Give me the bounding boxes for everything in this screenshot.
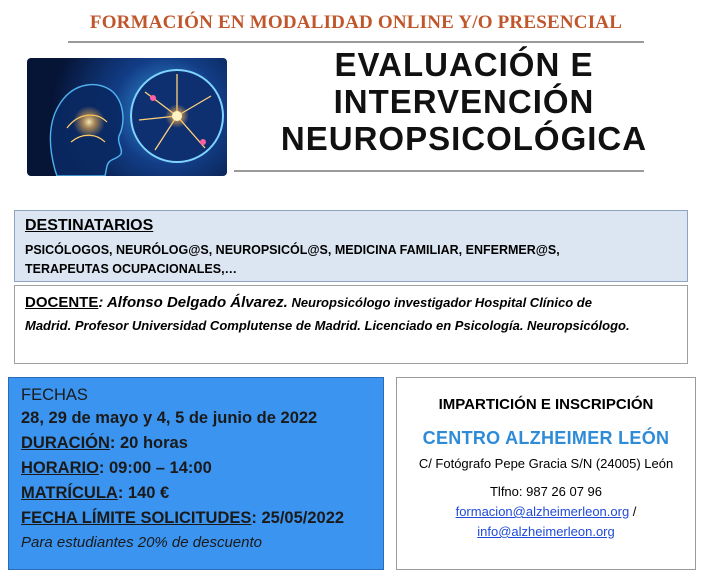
recipients-box <box>14 210 688 282</box>
teacher-text <box>25 291 680 337</box>
schedule-row <box>21 459 212 478</box>
recipients-list <box>25 241 675 279</box>
deadline-value: : 25/05/2022 <box>251 509 345 527</box>
course-title-line-1: EVALUACIÓN E <box>334 46 594 83</box>
course-title <box>234 46 694 157</box>
teacher-bio-line-1: Neuropsicólogo investigador Hospital Clínico de <box>287 295 592 310</box>
course-title-line-2: INTERVENCIÓN <box>333 83 595 120</box>
email-link-formacion[interactable]: formacion@alzheimerleon.org <box>455 504 630 519</box>
recipients-line-2: TERAPEUTAS OCUPACIONALES,… <box>25 262 238 276</box>
email-row-1 <box>397 504 695 519</box>
email-link-info[interactable]: info@alzheimerleon.org <box>477 524 615 539</box>
registration-box <box>396 377 696 570</box>
dates-value: 28, 29 de mayo y 4, 5 de junio de 2022 <box>21 409 318 427</box>
schedule-value: : 09:00 – 14:00 <box>98 459 212 477</box>
center-name: CENTRO ALZHEIMER LEÓN <box>422 428 670 448</box>
recipients-label: DESTINATARIOS <box>25 217 154 234</box>
duration-row <box>21 434 188 453</box>
email-separator: / <box>629 504 637 519</box>
course-details-box <box>8 377 384 570</box>
center-phone: Tlfno: 987 26 07 96 <box>489 484 603 499</box>
deadline-row <box>21 509 344 528</box>
schedule-label: HORARIO <box>21 459 99 477</box>
dates-label: FECHAS <box>21 386 88 404</box>
title-divider <box>234 170 644 172</box>
email-row-2 <box>397 524 695 539</box>
duration-label: DURACIÓN <box>21 434 110 452</box>
center-address: C/ Fotógrafo Pepe Gracia S/N (24005) León <box>418 456 674 471</box>
student-discount: Para estudiantes 20% de descuento <box>21 534 263 551</box>
header-divider <box>68 41 644 43</box>
registration-heading: IMPARTICIÓN E INSCRIPCIÓN <box>438 396 654 413</box>
teacher-name: : Alfonso Delgado Álvarez. <box>98 294 288 311</box>
brain-neuron-image <box>27 58 227 176</box>
deadline-label: FECHA LÍMITE SOLICITUDES <box>21 509 252 527</box>
fee-label: MATRÍCULA <box>21 484 118 502</box>
fee-row <box>21 484 169 503</box>
teacher-label: DOCENTE <box>25 294 99 311</box>
teacher-bio-line-2: Madrid. Profesor Universidad Complutense de Madrid. Licenciado en Psicología. Neuropsicólogo. <box>25 318 630 333</box>
duration-value: : 20 horas <box>109 434 188 452</box>
fee-value: : 140 € <box>117 484 170 502</box>
recipients-line-1: PSICÓLOGOS, NEURÓLOG@S, NEUROPSICÓL@S, MEDICINA FAMILIAR, ENFERMER@S, <box>25 243 560 257</box>
header-subtitle: FORMACIÓN EN MODALIDAD ONLINE Y/O PRESENCIAL <box>89 12 623 33</box>
brain-neuron-illustration <box>27 58 227 176</box>
teacher-box <box>14 285 688 364</box>
course-title-line-3: NEUROPSICOLÓGICA <box>280 120 648 157</box>
